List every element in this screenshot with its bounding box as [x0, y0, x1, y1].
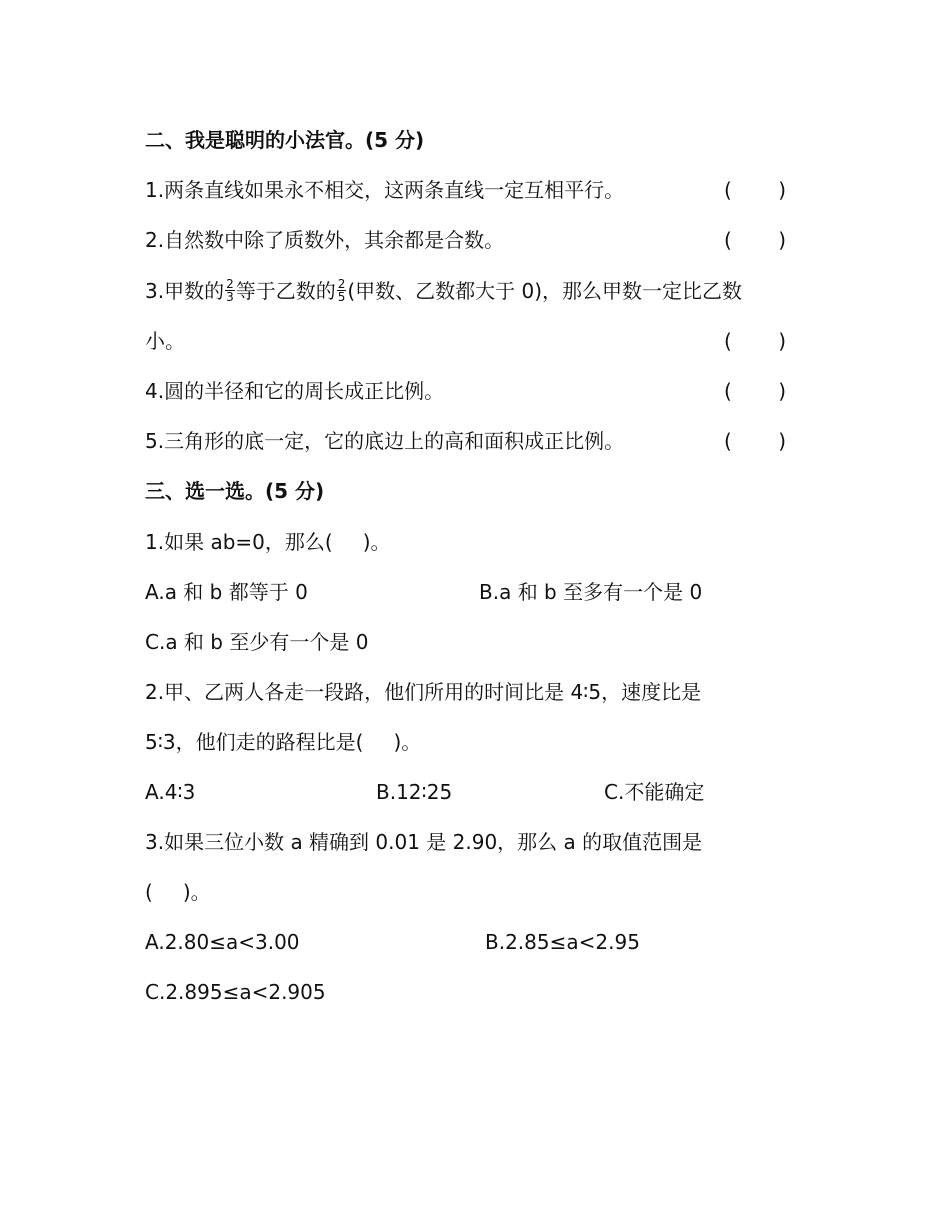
- q2-option-c: C.不能确定: [604, 780, 705, 804]
- q2-option-a: A.4∶3: [145, 780, 196, 804]
- item-3-pre: 3.甲数的: [145, 279, 225, 303]
- answer-blank-3: [724, 326, 786, 356]
- fraction-denominator: 5: [337, 290, 346, 304]
- q1-option-c: C.a 和 b 至少有一个是 0: [145, 630, 369, 654]
- judge-item-5: 5.三角形的底一定，它的底边上的高和面积成正比例。: [145, 429, 625, 453]
- paren-close: ): [778, 379, 786, 403]
- judge-item-2: 2.自然数中除了质数外，其余都是合数。: [145, 228, 505, 252]
- judge-item-1: 1.两条直线如果永不相交，这两条直线一定互相平行。: [145, 178, 625, 202]
- fraction-two-fifths: [337, 278, 347, 303]
- paren-close: ): [778, 429, 786, 453]
- q2-stem-pre: 5∶3，他们走的路程比是(: [145, 730, 364, 754]
- paren-open: (: [724, 329, 732, 353]
- paren-close: ): [778, 178, 786, 202]
- paren-close: ): [778, 228, 786, 252]
- q3-option-b: B.2.85≤a<2.95: [485, 930, 640, 954]
- fraction-two-thirds: [225, 278, 235, 303]
- judge-item-4: 4.圆的半径和它的周长成正比例。: [145, 379, 445, 403]
- fraction-numerator: 2: [226, 277, 234, 291]
- paren-close: ): [778, 329, 786, 353]
- choice-q3-stem-line1: 3.如果三位小数 a 精确到 0.01 是 2.90，那么 a 的取值范围是: [145, 830, 703, 854]
- judge-item-3-continuation: 小。: [145, 329, 185, 353]
- item-3-post: (甲数、乙数都大于 0)，那么甲数一定比乙数: [347, 279, 743, 303]
- choice-q2-stem-line1: 2.甲、乙两人各走一段路，他们所用的时间比是 4∶5，速度比是: [145, 680, 702, 704]
- fraction-denominator: 3: [226, 290, 234, 304]
- section-2-title: 二、我是聪明的小法官。(5 分): [145, 128, 425, 152]
- judge-item-3: [145, 276, 742, 306]
- paren-open: (: [724, 228, 732, 252]
- q1-option-b: B.a 和 b 至多有一个是 0: [479, 580, 703, 604]
- paren-open: (: [724, 379, 732, 403]
- q3-stem-post: )。: [182, 880, 211, 904]
- q3-option-c: C.2.895≤a<2.905: [145, 980, 326, 1004]
- answer-blank-4: [724, 376, 786, 406]
- q1-stem-pre: 1.如果 ab=0，那么(: [145, 530, 333, 554]
- answer-blank-1: [724, 175, 786, 205]
- q1-option-a: A.a 和 b 都等于 0: [145, 580, 308, 604]
- choice-q2-stem-line2: [145, 727, 421, 757]
- q3-stem-pre: (: [145, 880, 153, 904]
- item-3-mid: 等于乙数的: [235, 279, 336, 303]
- choice-q1-stem: [145, 527, 391, 557]
- q1-stem-post: )。: [362, 530, 391, 554]
- section-3-title: 三、选一选。(5 分): [145, 479, 325, 503]
- q2-stem-post: )。: [393, 730, 422, 754]
- answer-blank-2: [724, 225, 786, 255]
- paren-open: (: [724, 178, 732, 202]
- q3-option-a: A.2.80≤a<3.00: [145, 930, 300, 954]
- fraction-numerator: 2: [337, 277, 346, 291]
- answer-blank-5: [724, 426, 786, 456]
- choice-q3-stem-line2: [145, 877, 211, 907]
- paren-open: (: [724, 429, 732, 453]
- q2-option-b: B.12∶25: [376, 780, 453, 804]
